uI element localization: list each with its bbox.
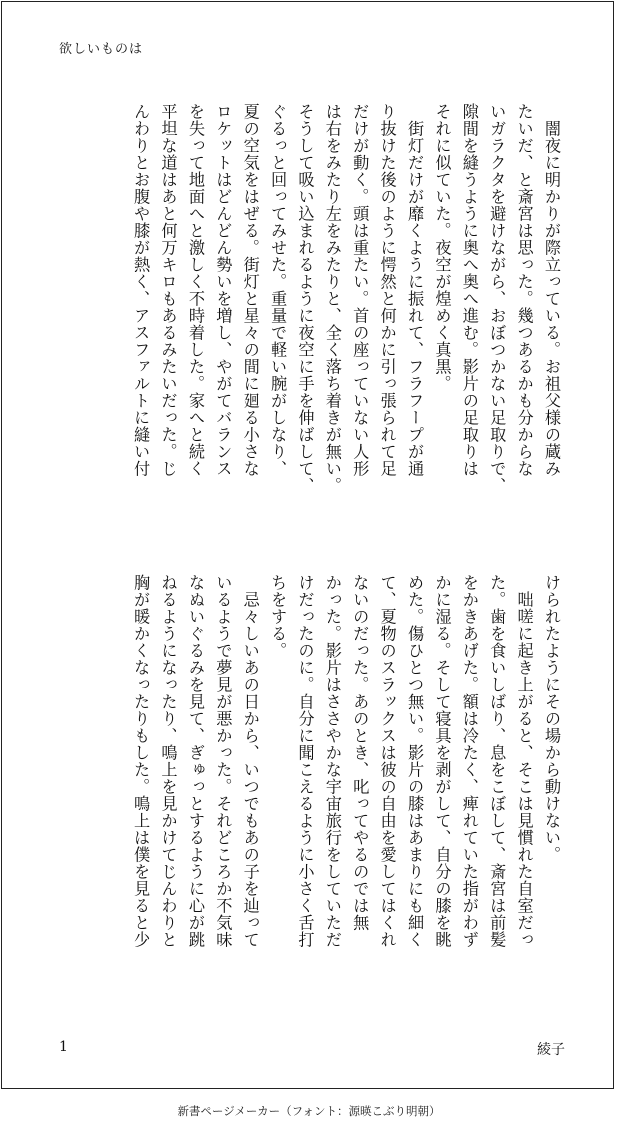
text-column: かった。影片はささやかな宇宙旅行をしていただ: [322, 574, 342, 948]
text-column: 忌々しいあの日から、いつでもあの子を辿って: [240, 574, 260, 948]
text-column: んわりとお腹や膝が熱く、アスファルトに縫い付: [131, 103, 151, 477]
text-column: 平坦な道はあと何万キロもあるみたいだった。じ: [158, 103, 178, 477]
text-column: かに湿る。そして寝具を剥がして、自分の膝を眺: [432, 574, 452, 948]
author-name: 綾子: [537, 1042, 565, 1058]
upper-text-block: [127, 103, 565, 533]
page-number: 1: [59, 1039, 68, 1055]
text-column: 隙間を縫うように奥へ奥へ進む。影片の足取りは: [459, 103, 479, 477]
text-column: それに似ていた。夜空が煌めく真黒。: [432, 103, 452, 392]
text-column: けられたようにその場から動けない。: [542, 574, 561, 863]
text-column: を失って地面へと激しく不時着した。家へと続く: [185, 103, 205, 477]
text-column: ロケットはどんどん勢いを増し、やがてバランス: [213, 103, 233, 477]
lower-text-block: [127, 574, 565, 1004]
text-column: けだったのに。自分に聞こえるように小さく舌打: [295, 574, 315, 948]
text-column: 夏の空気をはぜる。街灯と星々の間に廻る小さな: [240, 103, 260, 477]
text-column: だけが動く。頭は重たい。首の座っていない人形: [350, 103, 370, 477]
generator-caption: 新書ページメーカー（フォント：源暎こぶり明朝）: [177, 1104, 441, 1118]
text-column: て、夏物のスラックスは彼の自由を愛してはくれ: [377, 574, 397, 948]
text-column: た。歯を食いしばり、息をこぼして、斎宮は前髪: [487, 574, 507, 948]
text-column: たいだ、と斎宮は思った。幾つあるかも分からな: [514, 103, 534, 477]
running-header-title: 欲しいものは: [59, 42, 144, 57]
text-column: めた。傷ひとつ無い。影片の膝はあまりにも細く: [405, 574, 425, 948]
text-column: いるようで夢見が悪かった。それどころか不気味: [213, 574, 233, 948]
text-column: ねるようになったり、鳴上を見かけてじんわりと: [158, 574, 178, 948]
text-column: は右をみたり左をみたりと、全く落ち着きが無い。: [322, 103, 342, 494]
text-column: 胸が暖かくなったりもした。鳴上は僕を見ると少: [131, 574, 151, 948]
text-column: 街灯だけが靡くように振れて、フラフープが通: [405, 103, 425, 477]
text-column: そうして吸い込まれるように夜空に手を伸ばして、: [295, 103, 315, 494]
text-column: ないのだった。あのとき、叱ってやるのでは無: [350, 574, 370, 931]
text-column: 闇夜に明かりが際立っている。お祖父様の蔵み: [542, 103, 561, 477]
text-column: り抜けた後のように愕然と何かに引っ張られて足: [377, 103, 397, 477]
text-column: なぬいぐるみを見て、ぎゅっとするように心が跳: [185, 574, 205, 948]
text-column: ぐるっと回ってみせた。重量で軽い腕がしなり、: [268, 103, 288, 477]
text-column: をかきあげた。額は冷たく、痺れていた指がわず: [459, 574, 479, 948]
text-column: いガラクタを避けながら、おぼつかない足取りで、: [487, 103, 507, 494]
book-page: [1, 1, 614, 1089]
text-column: 咄嗟に起き上がると、そこは見慣れた自室だっ: [514, 574, 534, 948]
text-column: ちをする。: [268, 574, 288, 659]
